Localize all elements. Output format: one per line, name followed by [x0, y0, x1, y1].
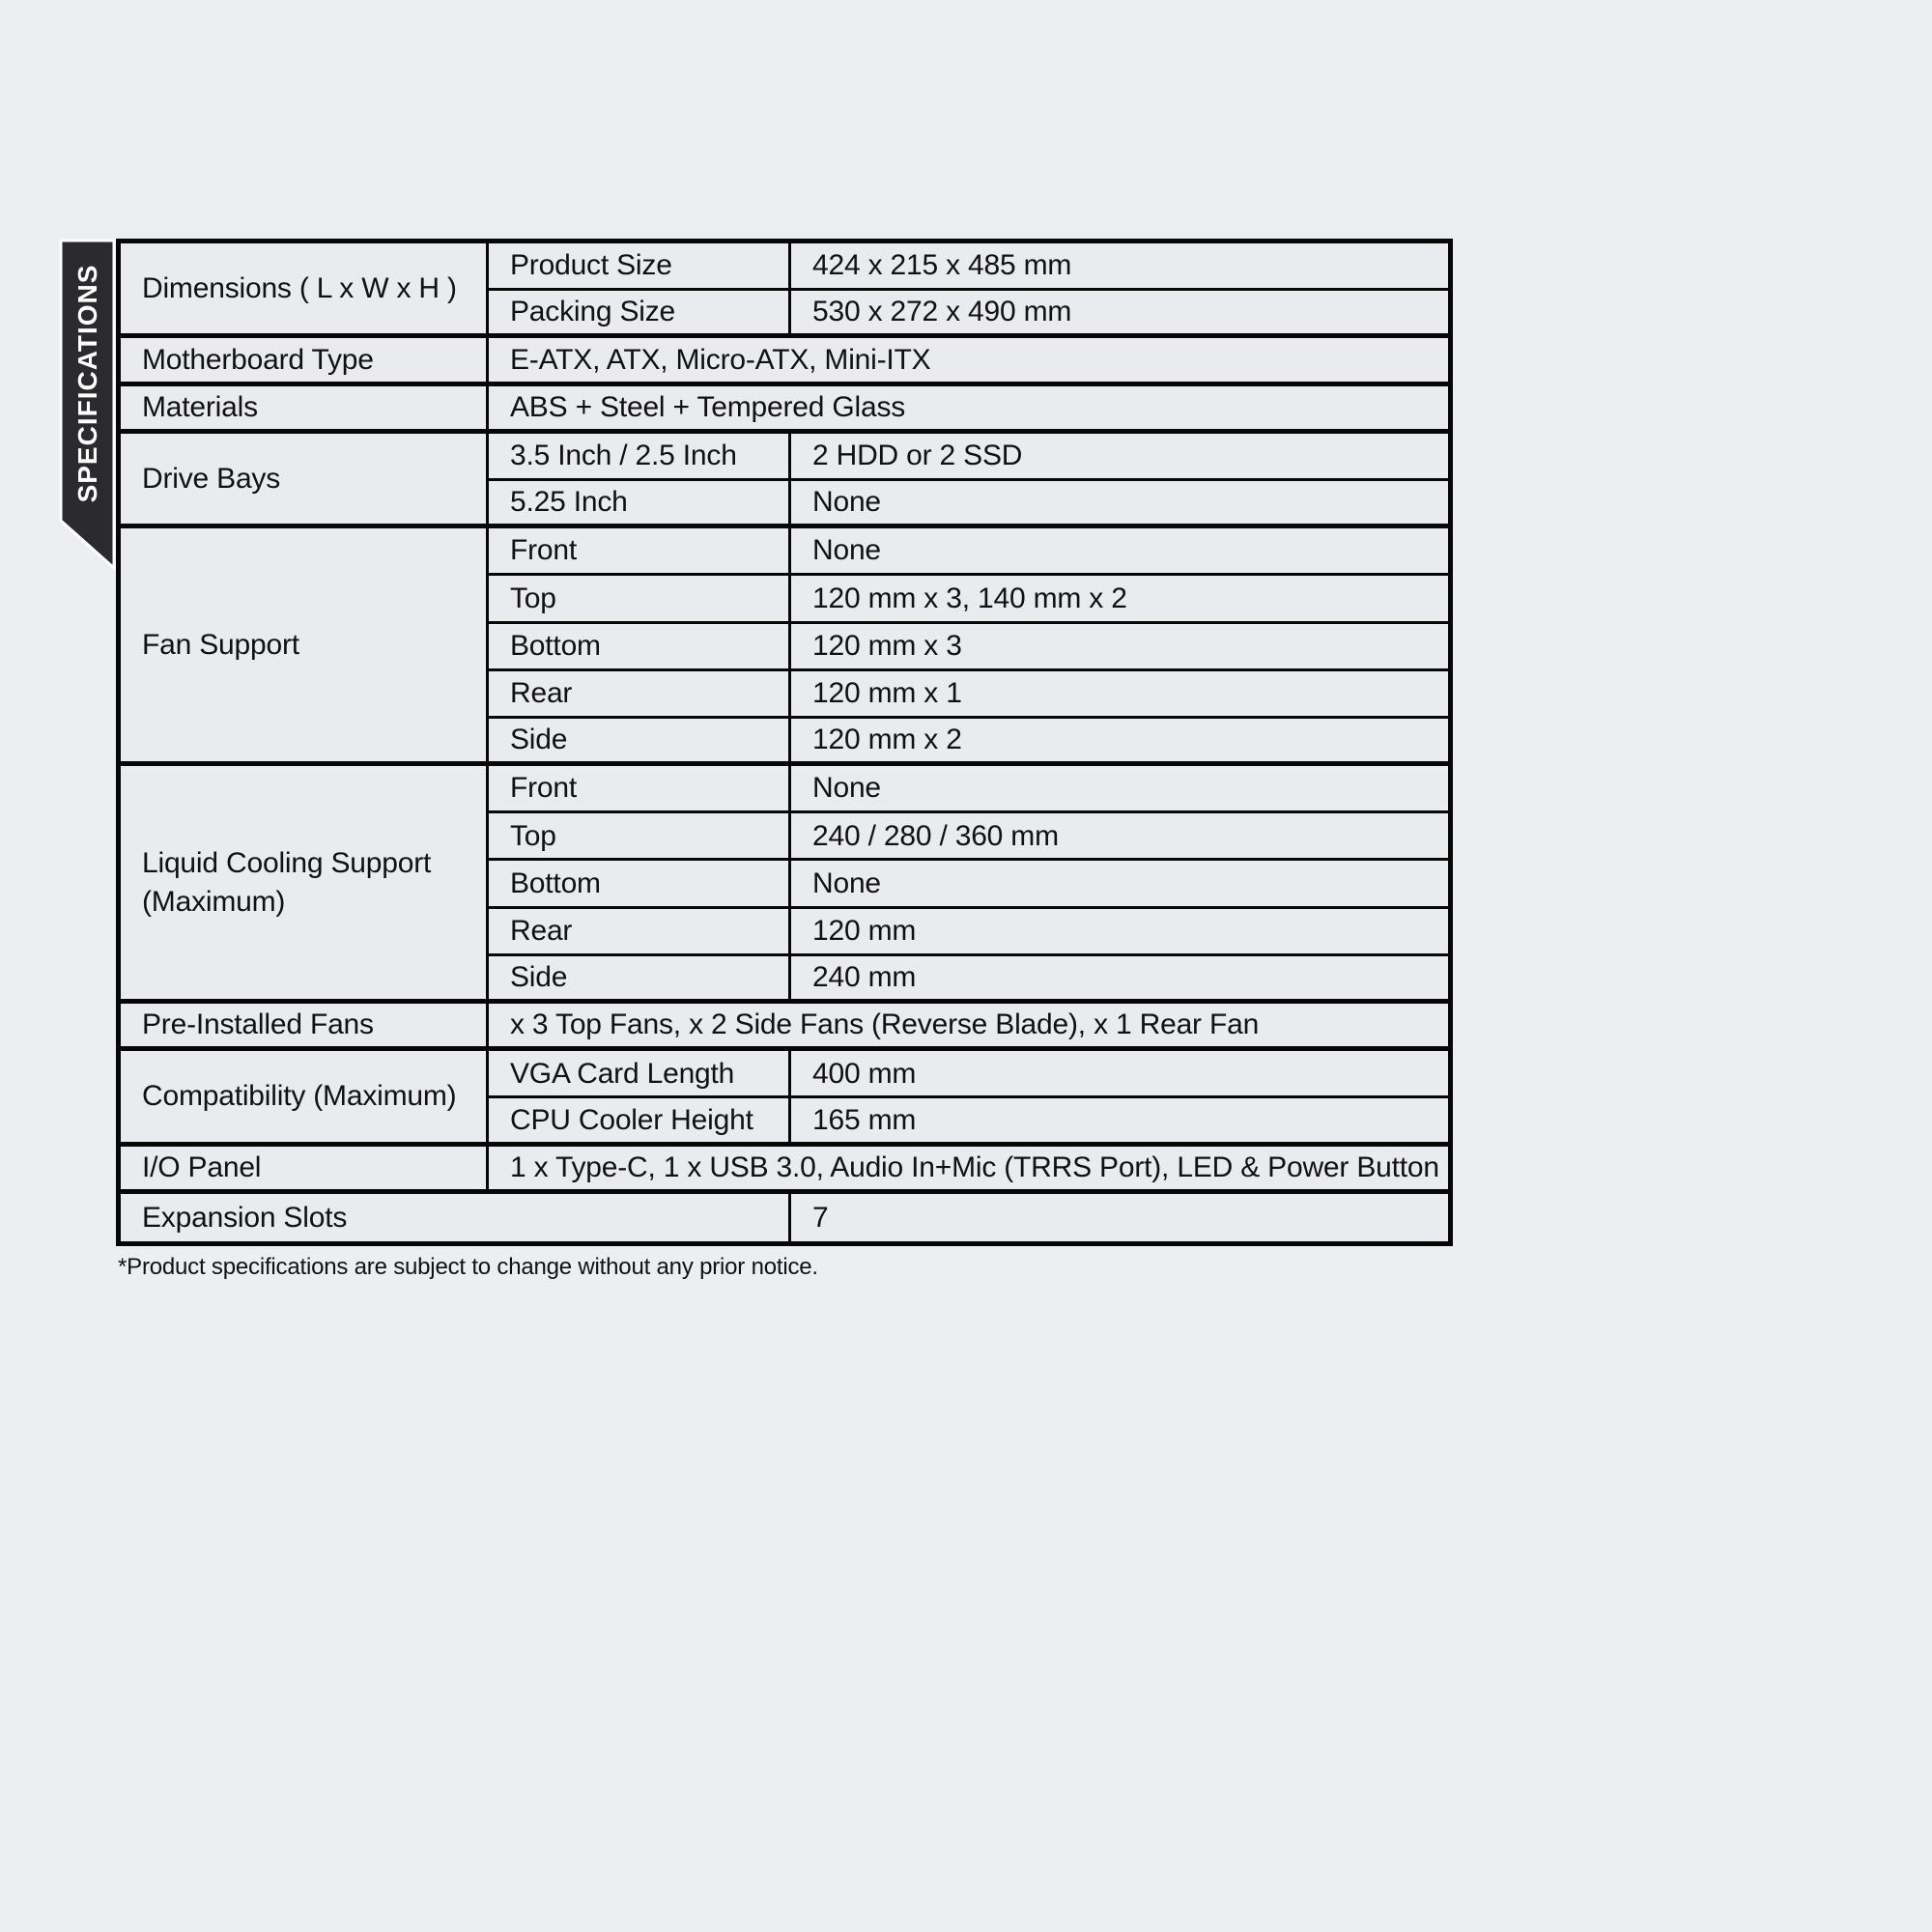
ribbon-shape [59, 239, 116, 577]
spec-value-cell: 2 HDD or 2 SSD [791, 434, 1448, 481]
spec-label-cell: Fan Support [121, 528, 489, 766]
spec-value-cell: None [791, 481, 1448, 528]
spec-subcategory-cell: Product Size [489, 243, 791, 291]
ribbon-title: SPECIFICATIONS [72, 264, 102, 503]
spec-subcategory-cell: Rear [489, 671, 791, 719]
spec-value-cell: None [791, 766, 1448, 813]
spec-label-cell: Compatibility (Maximum) [121, 1051, 489, 1146]
spec-value-cell: x 3 Top Fans, x 2 Side Fans (Reverse Blade), x 1 Rear Fan [489, 1004, 1448, 1051]
spec-subcategory-cell: VGA Card Length [489, 1051, 791, 1098]
spec-subcategory-cell: Side [489, 956, 791, 1004]
spec-subcategory-cell: Top [489, 576, 791, 623]
specifications-table [116, 239, 1453, 1246]
footnote-text: *Product specifications are subject to change without any prior notice. [118, 1254, 818, 1280]
spec-subcategory-cell: Packing Size [489, 291, 791, 338]
spec-value-cell: 7 [791, 1194, 1448, 1241]
spec-label-cell: Materials [121, 386, 489, 434]
spec-value-cell: 120 mm x 1 [791, 671, 1448, 719]
spec-value-cell: 120 mm [791, 909, 1448, 956]
spec-value-cell: None [791, 861, 1448, 908]
spec-value-cell: 240 / 280 / 360 mm [791, 813, 1448, 861]
spec-value-cell: None [791, 528, 1448, 576]
spec-label-cell: Dimensions ( L x W x H ) [121, 243, 489, 338]
spec-subcategory-cell: Rear [489, 909, 791, 956]
spec-value-cell: 400 mm [791, 1051, 1448, 1098]
specifications-ribbon-tab [59, 239, 116, 577]
spec-label-cell: Liquid Cooling Support (Maximum) [121, 766, 489, 1004]
spec-subcategory-cell: Bottom [489, 861, 791, 908]
spec-value-cell: E-ATX, ATX, Micro-ATX, Mini-ITX [489, 338, 1448, 385]
spec-label-cell: Expansion Slots [121, 1194, 791, 1241]
spec-subcategory-cell: Bottom [489, 624, 791, 671]
spec-subcategory-cell: CPU Cooler Height [489, 1098, 791, 1146]
spec-value-cell: 120 mm x 2 [791, 719, 1448, 766]
spec-label-cell: I/O Panel [121, 1147, 489, 1194]
spec-value-cell: 120 mm x 3 [791, 624, 1448, 671]
spec-subcategory-cell: Front [489, 528, 791, 576]
spec-label-cell: Drive Bays [121, 434, 489, 528]
spec-subcategory-cell: Top [489, 813, 791, 861]
spec-value-cell: 165 mm [791, 1098, 1448, 1146]
spec-subcategory-cell: Front [489, 766, 791, 813]
spec-label-cell: Pre-Installed Fans [121, 1004, 489, 1051]
spec-label-cell: Motherboard Type [121, 338, 489, 385]
spec-value-cell: ABS + Steel + Tempered Glass [489, 386, 1448, 434]
spec-subcategory-cell: 5.25 Inch [489, 481, 791, 528]
spec-subcategory-cell: 3.5 Inch / 2.5 Inch [489, 434, 791, 481]
spec-value-cell: 120 mm x 3, 140 mm x 2 [791, 576, 1448, 623]
spec-value-cell: 240 mm [791, 956, 1448, 1004]
spec-subcategory-cell: Side [489, 719, 791, 766]
spec-value-cell: 530 x 272 x 490 mm [791, 291, 1448, 338]
spec-value-cell: 1 x Type-C, 1 x USB 3.0, Audio In+Mic (TRRS Port), LED & Power Button [489, 1147, 1448, 1194]
spec-value-cell: 424 x 215 x 485 mm [791, 243, 1448, 291]
